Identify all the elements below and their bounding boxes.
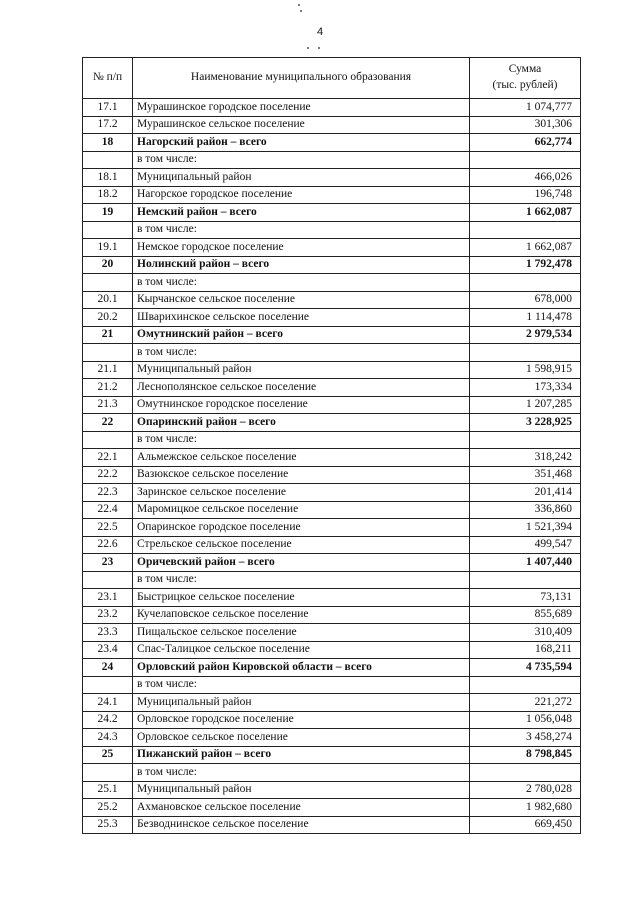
row-number: 23.1 — [83, 589, 133, 607]
table-row — [83, 606, 581, 624]
table-row — [83, 536, 581, 554]
table-body — [83, 99, 581, 834]
row-number — [83, 344, 133, 362]
row-number: 25 — [83, 746, 133, 764]
row-number: 23.2 — [83, 606, 133, 624]
row-name: Пижанский район – всего — [133, 746, 470, 764]
row-name: Омутнинское городское поселение — [133, 396, 470, 414]
district-total-row — [83, 746, 581, 764]
row-name: Немский район – всего — [133, 204, 470, 222]
row-sum: 2 780,028 — [470, 781, 581, 799]
row-sum — [470, 151, 581, 169]
row-number: 22.3 — [83, 484, 133, 502]
row-sum: 1 662,087 — [470, 204, 581, 222]
row-number: 17.1 — [83, 99, 133, 117]
row-name: Мурашинское городское поселение — [133, 99, 470, 117]
row-number: 23.3 — [83, 624, 133, 642]
row-name: Омутнинский район – всего — [133, 326, 470, 344]
row-sum: 1 114,478 — [470, 309, 581, 327]
row-number — [83, 221, 133, 239]
subheading-row — [83, 571, 581, 589]
row-sum: 499,547 — [470, 536, 581, 554]
page-number: 4 — [316, 26, 324, 38]
table-row — [83, 816, 581, 834]
row-number: 20.1 — [83, 291, 133, 309]
row-name: в том числе: — [133, 431, 470, 449]
row-sum: 1 207,285 — [470, 396, 581, 414]
row-sum — [470, 676, 581, 694]
table-row — [83, 589, 581, 607]
row-name: Орловское городское поселение — [133, 711, 470, 729]
row-number: 22 — [83, 414, 133, 432]
table-row — [83, 694, 581, 712]
row-sum — [470, 344, 581, 362]
row-number — [83, 676, 133, 694]
row-name: Муниципальный район — [133, 169, 470, 187]
row-sum: 196,748 — [470, 186, 581, 204]
row-number: 17.2 — [83, 116, 133, 134]
row-number: 24.1 — [83, 694, 133, 712]
row-name: Орловское сельское поселение — [133, 729, 470, 747]
allocation-table — [82, 57, 581, 834]
row-sum — [470, 221, 581, 239]
row-number: 24.3 — [83, 729, 133, 747]
row-sum: 168,211 — [470, 641, 581, 659]
row-name: в том числе: — [133, 571, 470, 589]
header-sum-unit: (тыс. рублей) — [492, 79, 558, 91]
table-row — [83, 239, 581, 257]
row-number: 24 — [83, 659, 133, 677]
row-sum: 662,774 — [470, 134, 581, 152]
row-sum — [470, 571, 581, 589]
row-name: Нолинский район – всего — [133, 256, 470, 274]
row-name: Кучелаповское сельское поселение — [133, 606, 470, 624]
table-row — [83, 449, 581, 467]
row-name: Заринское сельское поселение — [133, 484, 470, 502]
row-name: Муниципальный район — [133, 781, 470, 799]
table-row — [83, 396, 581, 414]
row-sum: 1 598,915 — [470, 361, 581, 379]
row-name: Безводнинское сельское поселение — [133, 816, 470, 834]
table-row — [83, 291, 581, 309]
row-name: Стрельское сельское поселение — [133, 536, 470, 554]
district-total-row — [83, 554, 581, 572]
row-number: 23.4 — [83, 641, 133, 659]
header-sum — [470, 58, 581, 99]
row-name: Нагорское городское поселение — [133, 186, 470, 204]
row-sum: 1 407,440 — [470, 554, 581, 572]
row-name: Муниципальный район — [133, 694, 470, 712]
table-row — [83, 361, 581, 379]
row-name: Опаринский район – всего — [133, 414, 470, 432]
row-number: 24.2 — [83, 711, 133, 729]
table-row — [83, 624, 581, 642]
row-sum: 310,409 — [470, 624, 581, 642]
row-number: 25.2 — [83, 799, 133, 817]
row-name: Альмежское сельское поселение — [133, 449, 470, 467]
row-name: Маромицкое сельское поселение — [133, 501, 470, 519]
row-number: 23 — [83, 554, 133, 572]
row-name: Вазюкское сельское поселение — [133, 466, 470, 484]
row-number: 18 — [83, 134, 133, 152]
subheading-row — [83, 344, 581, 362]
district-total-row — [83, 256, 581, 274]
row-name: Шварихинское сельское поселение — [133, 309, 470, 327]
row-name: в том числе: — [133, 676, 470, 694]
table-row — [83, 169, 581, 187]
table-row — [83, 116, 581, 134]
table-row — [83, 501, 581, 519]
row-sum: 3 458,274 — [470, 729, 581, 747]
row-name: в том числе: — [133, 764, 470, 782]
district-total-row — [83, 326, 581, 344]
row-number — [83, 571, 133, 589]
row-name: Немское городское поселение — [133, 239, 470, 257]
row-name: Муниципальный район — [133, 361, 470, 379]
row-name: в том числе: — [133, 151, 470, 169]
subheading-row — [83, 764, 581, 782]
row-sum: 301,306 — [470, 116, 581, 134]
row-number: 21 — [83, 326, 133, 344]
row-sum: 466,026 — [470, 169, 581, 187]
table-row — [83, 186, 581, 204]
row-name: Ахмановское сельское поселение — [133, 799, 470, 817]
row-number: 20.2 — [83, 309, 133, 327]
table-row — [83, 99, 581, 117]
subheading-row — [83, 676, 581, 694]
row-name: Пищальское сельское поселение — [133, 624, 470, 642]
row-sum — [470, 274, 581, 292]
row-sum: 678,000 — [470, 291, 581, 309]
table-row — [83, 711, 581, 729]
scan-speck — [298, 4, 300, 6]
scan-speck — [307, 47, 309, 49]
row-name: Леснополянское сельское поселение — [133, 379, 470, 397]
row-number: 18.2 — [83, 186, 133, 204]
subheading-row — [83, 151, 581, 169]
row-sum: 8 798,845 — [470, 746, 581, 764]
row-sum: 669,450 — [470, 816, 581, 834]
row-number: 21.2 — [83, 379, 133, 397]
district-total-row — [83, 134, 581, 152]
row-number: 19.1 — [83, 239, 133, 257]
row-name: Оричевский район – всего — [133, 554, 470, 572]
table-header-row — [83, 58, 581, 99]
row-number: 22.6 — [83, 536, 133, 554]
row-name: Быстрицкое сельское поселение — [133, 589, 470, 607]
row-sum: 173,334 — [470, 379, 581, 397]
subheading-row — [83, 431, 581, 449]
row-number: 22.1 — [83, 449, 133, 467]
row-name: в том числе: — [133, 274, 470, 292]
row-name: Спас-Талицкое сельское поселение — [133, 641, 470, 659]
row-sum — [470, 431, 581, 449]
district-total-row — [83, 659, 581, 677]
table-row — [83, 781, 581, 799]
header-sum-title: Сумма — [508, 63, 542, 76]
row-sum: 4 735,594 — [470, 659, 581, 677]
row-name: Опаринское городское поселение — [133, 519, 470, 537]
row-sum: 1 521,394 — [470, 519, 581, 537]
subheading-row — [83, 221, 581, 239]
table-row — [83, 484, 581, 502]
row-name: Кырчанское сельское поселение — [133, 291, 470, 309]
row-number: 18.1 — [83, 169, 133, 187]
table-row — [83, 466, 581, 484]
row-name: в том числе: — [133, 344, 470, 362]
row-sum: 201,414 — [470, 484, 581, 502]
row-sum: 73,131 — [470, 589, 581, 607]
header-municipality-name: Наименование муниципального образования — [133, 58, 470, 99]
row-number: 22.4 — [83, 501, 133, 519]
table-row — [83, 641, 581, 659]
table-row — [83, 729, 581, 747]
row-number: 22.2 — [83, 466, 133, 484]
row-sum: 221,272 — [470, 694, 581, 712]
subheading-row — [83, 274, 581, 292]
scan-speck — [318, 47, 320, 49]
row-sum: 3 228,925 — [470, 414, 581, 432]
table-row — [83, 309, 581, 327]
district-total-row — [83, 204, 581, 222]
row-number: 25.3 — [83, 816, 133, 834]
row-number: 19 — [83, 204, 133, 222]
header-number: № п/п — [83, 58, 133, 99]
row-number: 20 — [83, 256, 133, 274]
row-sum: 1 982,680 — [470, 799, 581, 817]
row-sum: 855,689 — [470, 606, 581, 624]
row-sum: 336,860 — [470, 501, 581, 519]
row-sum: 1 074,777 — [470, 99, 581, 117]
row-name: Нагорский район – всего — [133, 134, 470, 152]
row-name: Орловский район Кировской области – всего — [133, 659, 470, 677]
row-number: 25.1 — [83, 781, 133, 799]
row-number — [83, 274, 133, 292]
scan-speck — [300, 10, 302, 12]
row-number: 22.5 — [83, 519, 133, 537]
row-sum — [470, 764, 581, 782]
row-sum: 2 979,534 — [470, 326, 581, 344]
row-sum: 1 056,048 — [470, 711, 581, 729]
district-total-row — [83, 414, 581, 432]
table-row — [83, 379, 581, 397]
row-sum: 351,468 — [470, 466, 581, 484]
row-number — [83, 764, 133, 782]
row-number — [83, 151, 133, 169]
row-sum: 318,242 — [470, 449, 581, 467]
row-sum: 1 792,478 — [470, 256, 581, 274]
row-number — [83, 431, 133, 449]
table-row — [83, 799, 581, 817]
table-row — [83, 519, 581, 537]
row-sum: 1 662,087 — [470, 239, 581, 257]
row-name: в том числе: — [133, 221, 470, 239]
row-name: Мурашинское сельское поселение — [133, 116, 470, 134]
row-number: 21.3 — [83, 396, 133, 414]
row-number: 21.1 — [83, 361, 133, 379]
